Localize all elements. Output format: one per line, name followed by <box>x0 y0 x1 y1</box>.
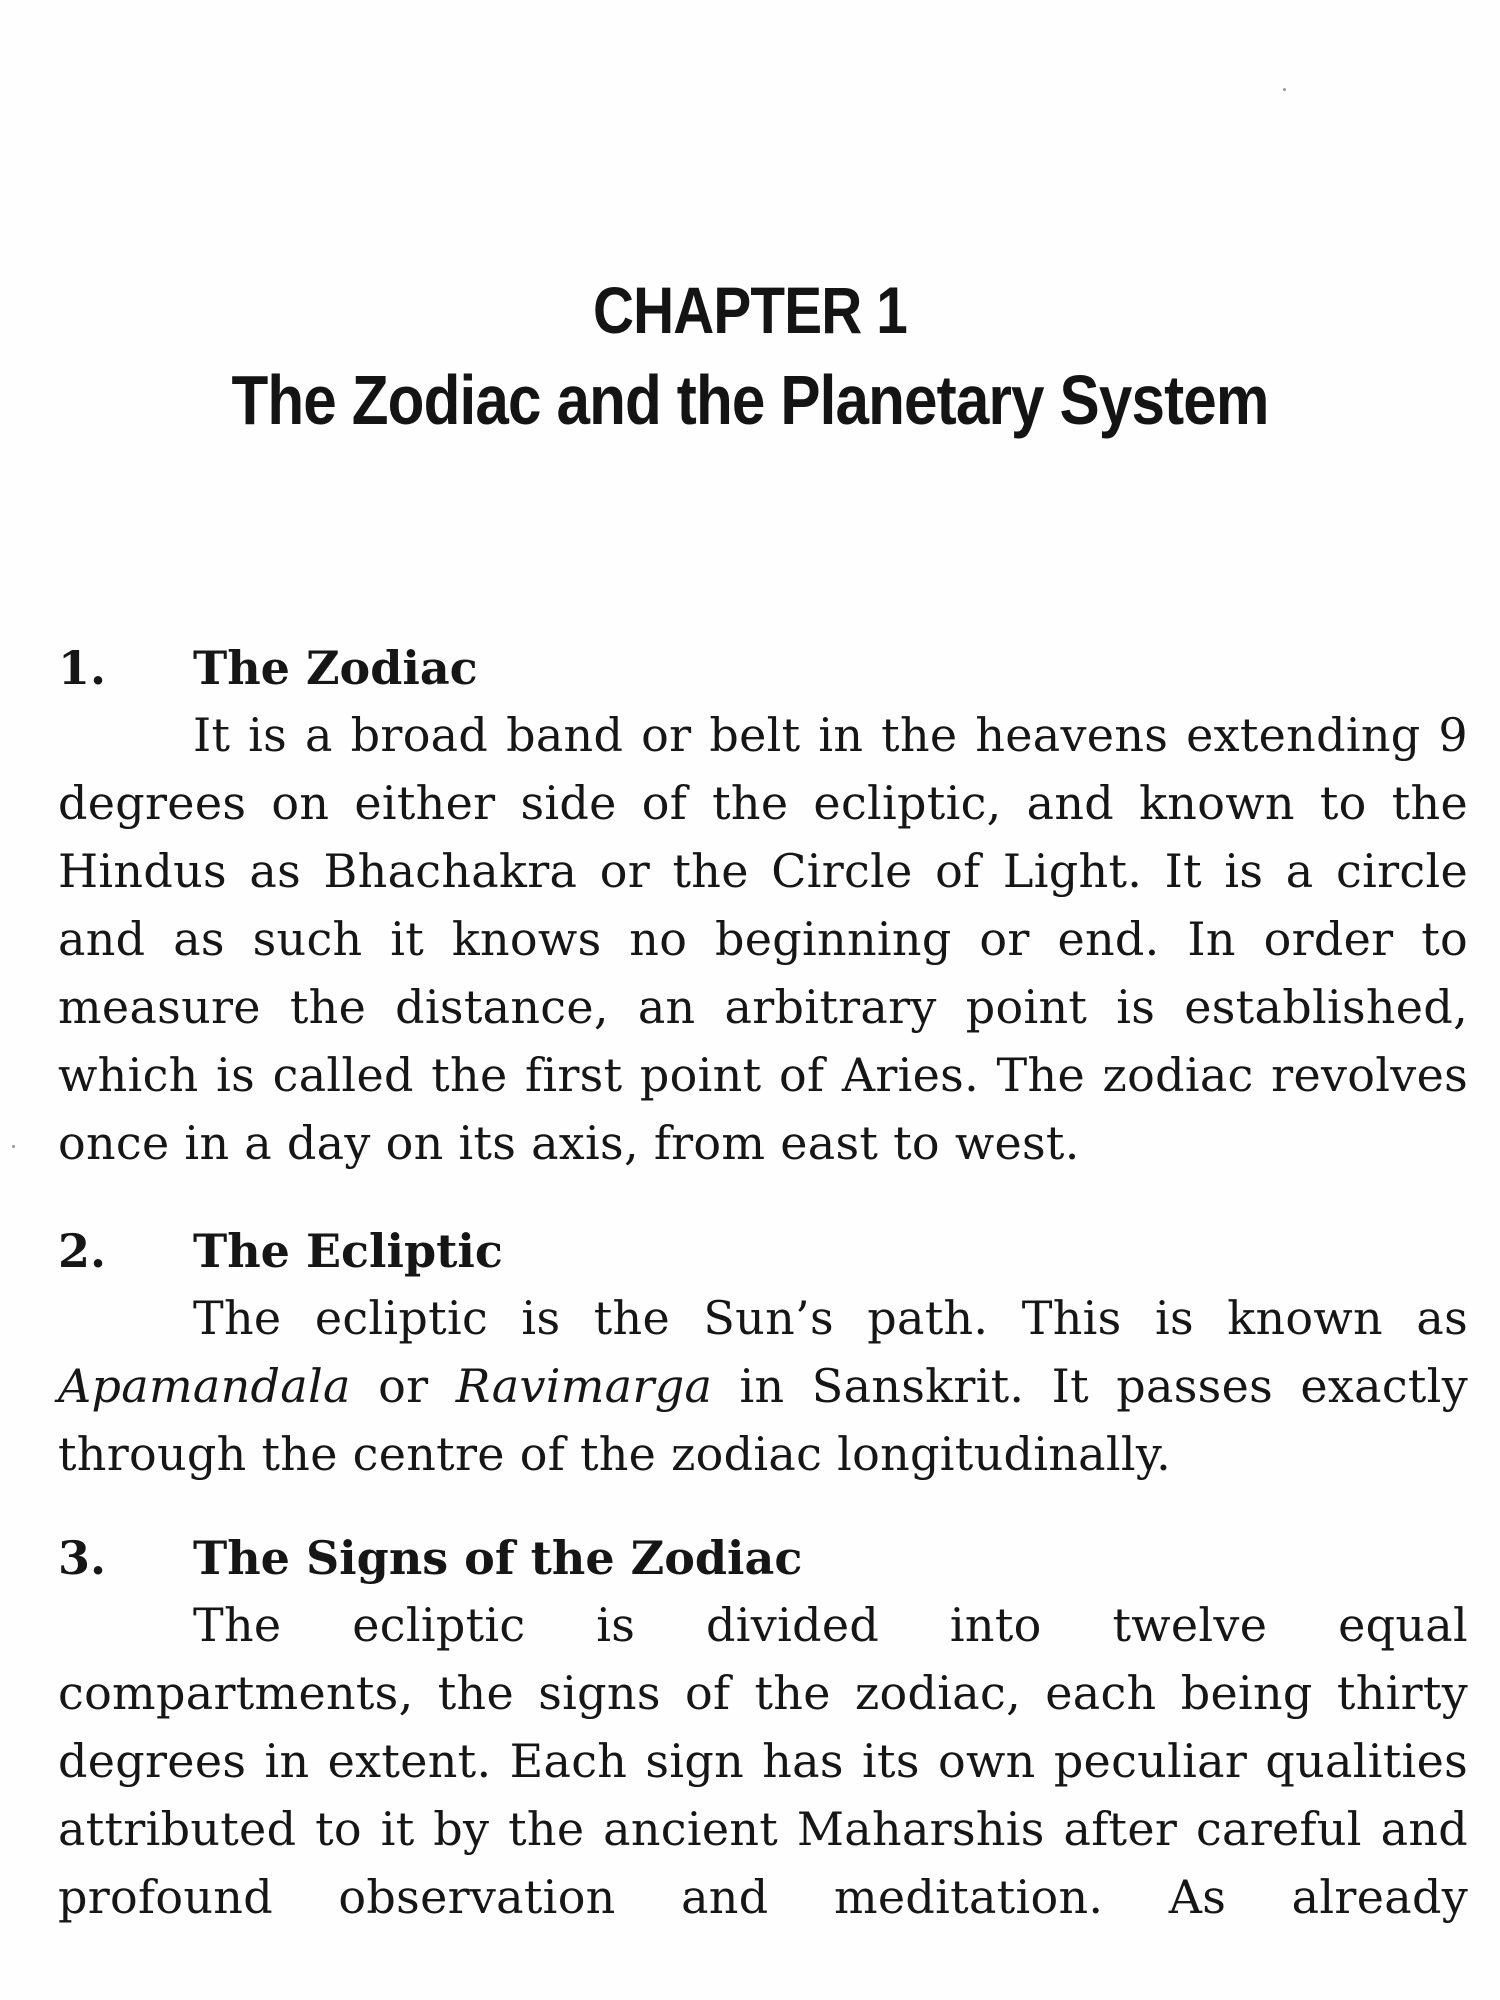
paragraph-text: or <box>350 1359 456 1413</box>
chapter-label: CHAPTER 1 <box>593 273 907 347</box>
section-paragraph: It is a broad band or belt in the heavens extending 9 degrees on either side of the ecliptic, and known to the Hindus as Bhachakra or the Circle of Light. It is a circle and as such it knows no beginning or end. In order to measure the distance, an arbitrary point is established, which is called the first point of Aries. The zodiac revolves once in a day on its axis, from east to west. <box>58 708 1468 1170</box>
section-number: 1. <box>58 641 107 695</box>
section-signs-of-zodiac <box>58 1525 1468 1931</box>
paper-speck <box>1283 88 1286 91</box>
section-heading <box>58 1218 1468 1284</box>
section-paragraph <box>58 1284 1468 1488</box>
section-heading <box>58 635 1468 701</box>
sanskrit-term: Ravimarga <box>455 1359 713 1413</box>
section-heading <box>58 1525 1468 1591</box>
paragraph-text: in Sanskrit. It passes exactly through the centre of the zodiac longitudinally. <box>58 1359 1468 1481</box>
section-title: The Signs of the Zodiac <box>193 1531 803 1585</box>
paragraph-text: The ecliptic is the Sun’s path. This is known as <box>193 1291 1468 1345</box>
section-zodiac <box>58 635 1468 1177</box>
section-paragraph: The ecliptic is divided into twelve equal compartments, the signs of the zodiac, each being thirty degrees in extent. Each sign has its own peculiar qualities attributed to it by the ancient Maharshis after careful and profound observation and meditation. As already <box>58 1598 1468 1924</box>
chapter-title: The Zodiac and the Planetary System <box>231 361 1269 439</box>
sanskrit-term: Apamandala <box>58 1359 351 1413</box>
section-title: The Ecliptic <box>193 1224 503 1278</box>
section-ecliptic <box>58 1218 1468 1488</box>
paper-speck <box>12 1145 15 1148</box>
section-number: 2. <box>58 1224 107 1278</box>
section-title: The Zodiac <box>193 641 478 695</box>
section-number: 3. <box>58 1531 107 1585</box>
